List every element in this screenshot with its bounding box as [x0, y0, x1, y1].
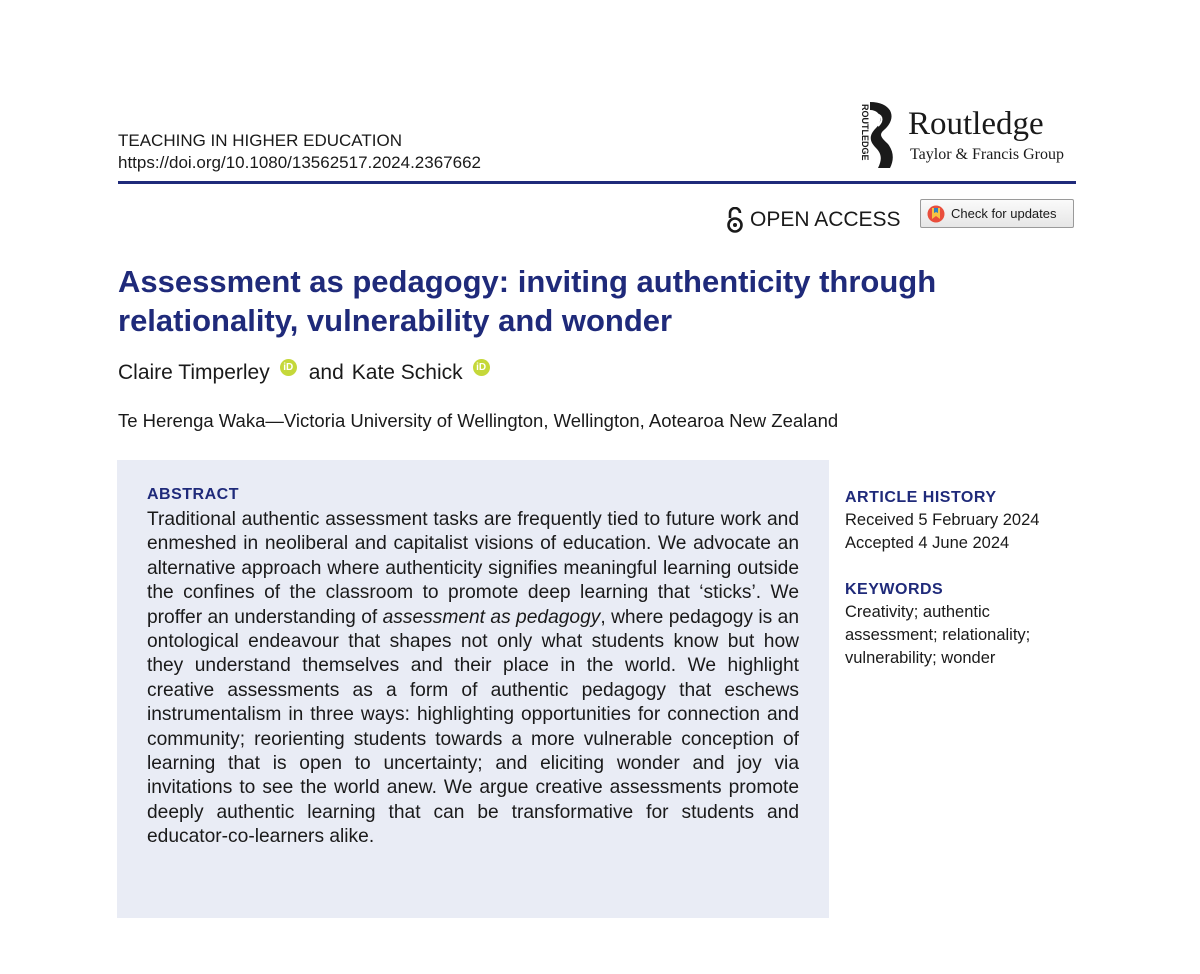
affiliation: Te Herenga Waka—Victoria University of Wellington, Wellington, Aotearoa New Zealand — [118, 410, 839, 431]
author-list — [118, 361, 502, 385]
journal-name: TEACHING IN HIGHER EDUCATION — [118, 131, 402, 150]
open-access-badge — [726, 205, 901, 235]
accepted-date: Accepted 4 June 2024 — [845, 534, 1010, 552]
received-date: Received 5 February 2024 — [845, 511, 1040, 529]
author-joiner: and — [308, 361, 344, 384]
svg-text:ROUTLEDGE: ROUTLEDGE — [860, 104, 870, 161]
article-title: Assessment as pedagogy: inviting authenticity through relationality, vulnerability and wonder — [118, 264, 937, 338]
abstract-text: Traditional authentic assessment tasks are frequently tied to future work and enmeshed in neoliberal and capitalist visions of education. We advocate an alternative approach where authenticity signifies meaningful learning outside the confines of the classroom to promote deep learning that ‘sticks’. We proffer an understanding of assessment as pedagogy, where pedagogy is an ontological endeavour that shapes not only what students know but how they understand themselves and their place in the world. We highlight creative assessments as a form of authentic pedagogy that eschews instrumentalism in three ways: highlighting opportunities for connection and community; reorienting students towards a more vulnerable conception of learning that is open to uncertainty; and eliciting wonder and joy via invitations to see the world anew. We argue creative assessments promote deeply authentic learning that can be transformative for students and educator-co-learners alike. — [147, 509, 800, 848]
article-history — [845, 486, 1039, 555]
abstract-emphasis: assessment as pedagogy — [382, 606, 601, 628]
check-for-updates-label: Check for updates — [951, 206, 1057, 221]
header-divider — [118, 181, 1076, 184]
open-lock-icon — [726, 207, 744, 233]
keywords-text: Creativity; authentic assessment; relationality; vulnerability; wonder — [845, 603, 1031, 667]
keywords-heading: KEYWORDS — [845, 581, 944, 598]
author-name: Kate Schick — [351, 361, 463, 384]
journal-header — [118, 130, 481, 174]
check-for-updates-button[interactable] — [920, 199, 1074, 228]
routledge-logo-icon — [848, 100, 906, 170]
orcid-icon[interactable]: iD — [280, 359, 297, 376]
crossmark-icon — [927, 205, 945, 223]
abstract-box — [117, 460, 829, 918]
keywords-section — [845, 578, 1045, 670]
author-name: Claire Timperley — [118, 361, 270, 384]
orcid-icon[interactable]: iD — [473, 359, 490, 376]
publisher-name: Routledge — [908, 106, 1044, 142]
publisher-group: Taylor & Francis Group — [910, 146, 1064, 163]
publisher-block — [848, 100, 1088, 170]
history-heading: ARTICLE HISTORY — [845, 489, 997, 506]
doi-link[interactable]: https://doi.org/10.1080/13562517.2024.2367662 — [118, 153, 481, 172]
abstract-heading: ABSTRACT — [147, 486, 239, 503]
open-access-label: OPEN ACCESS — [750, 208, 901, 231]
